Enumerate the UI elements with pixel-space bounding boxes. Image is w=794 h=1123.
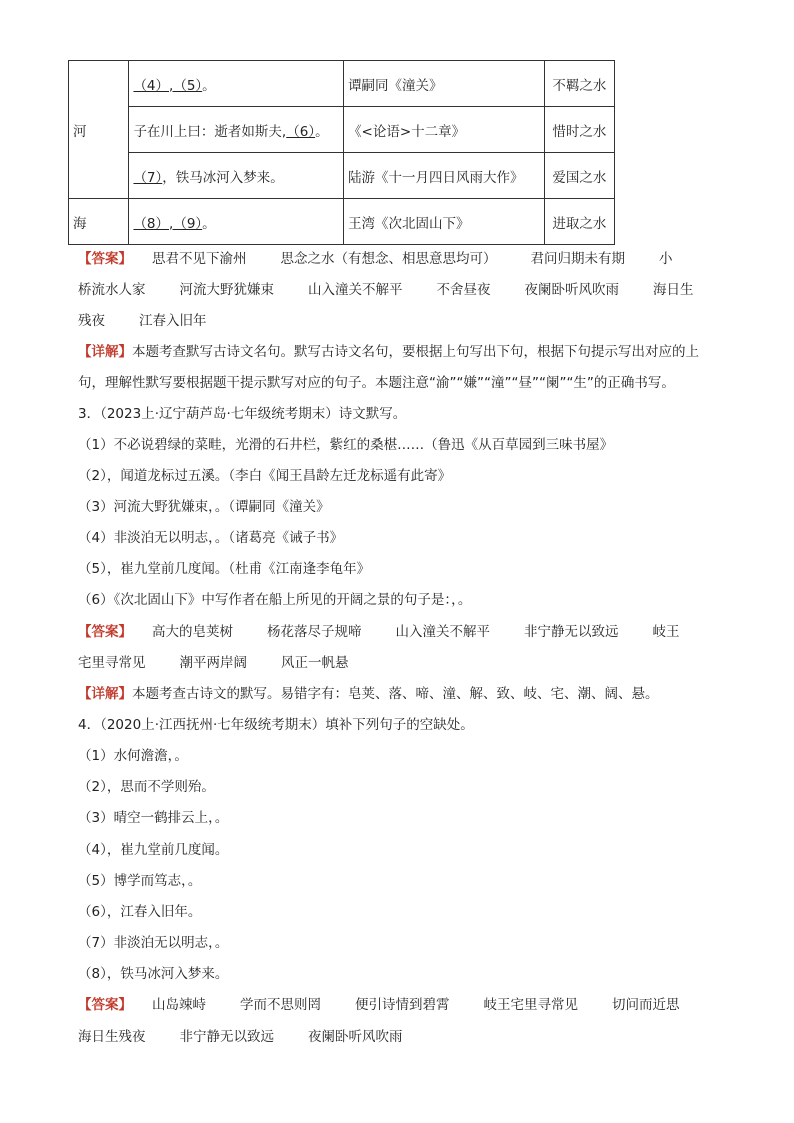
theme-cell: 不羁之水 bbox=[544, 61, 614, 107]
detail-line bbox=[78, 342, 699, 362]
answer-line bbox=[78, 995, 680, 1015]
question-item: （1）水何澹澹，。 bbox=[78, 748, 188, 764]
answer-line bbox=[78, 653, 349, 673]
answer-item: 海日生残夜 bbox=[78, 1029, 146, 1045]
answer-label: 【答案】 bbox=[78, 997, 132, 1013]
table-row bbox=[69, 153, 615, 199]
author-cell: 谭嗣同《潼关》 bbox=[344, 61, 545, 107]
answer-label: 【答案】 bbox=[78, 251, 132, 267]
answer-line bbox=[78, 1027, 403, 1047]
answer-item: 杨花落尽子规啼 bbox=[267, 624, 362, 640]
question-item: （2），闻道龙标过五溪。（李白《闻王昌龄左迁龙标遥有此寄》 bbox=[78, 468, 452, 484]
answer-item: 桥流水人家 bbox=[78, 282, 146, 298]
question-item: （4），崔九堂前几度闻。 bbox=[78, 842, 229, 858]
answer-line bbox=[78, 280, 694, 300]
question-item: （3）晴空一鹤排云上，。 bbox=[78, 810, 229, 826]
question-item: （6），江春入旧年。 bbox=[78, 904, 202, 920]
answer-item: 潮平两岸阔 bbox=[179, 655, 247, 671]
category-cell: 海 bbox=[69, 199, 129, 245]
answer-item: 岐王 bbox=[652, 624, 680, 640]
answer-item: 不舍昼夜 bbox=[436, 282, 491, 298]
theme-cell: 进取之水 bbox=[544, 199, 614, 245]
answer-item: 高大的皂荚树 bbox=[152, 624, 233, 640]
question-item: （6）《次北固山下》中写作者在船上所见的开阔之景的句子是：，。 bbox=[78, 592, 472, 608]
verse-cell bbox=[129, 199, 344, 245]
answer-item: 夜阑卧听风吹雨 bbox=[524, 282, 619, 298]
detail-line bbox=[78, 373, 675, 393]
table-row bbox=[69, 61, 615, 107]
answer-item: 非宁静无以致远 bbox=[179, 1029, 274, 1045]
question-item: （3）河流大野犹嫌束，。（谭嗣同《潼关》 bbox=[78, 499, 330, 515]
poem-table bbox=[68, 60, 615, 245]
answer-line bbox=[78, 622, 680, 642]
answer-item: 小 bbox=[659, 251, 673, 267]
theme-cell: 爱国之水 bbox=[544, 153, 614, 199]
answer-item: 宅里寻常见 bbox=[78, 655, 146, 671]
detail-label: 【详解】 bbox=[78, 344, 132, 360]
answer-item: 山入潼关不解平 bbox=[395, 624, 490, 640]
author-cell: 陆游《十一月四日风雨大作》 bbox=[344, 153, 545, 199]
verse-cell bbox=[129, 107, 344, 153]
answer-item: 山入潼关不解平 bbox=[308, 282, 403, 298]
blank: （8）,（9） bbox=[133, 215, 203, 232]
blank: （4）,（5） bbox=[133, 77, 203, 94]
verse-text: 。 bbox=[202, 77, 216, 94]
table-row bbox=[69, 199, 615, 245]
author-cell: 《<论语>十二章》 bbox=[344, 107, 545, 153]
question-title: 4．（2020上·江西抚州·七年级统考期末）填补下列句子的空缺处。 bbox=[78, 717, 474, 733]
answer-item: 山岛竦峙 bbox=[152, 997, 206, 1013]
question-item: （5）博学而笃志，。 bbox=[78, 873, 202, 889]
answer-item: 切问而近思 bbox=[612, 997, 680, 1013]
question-item: （5），崔九堂前几度闻。（杜甫《江南逢李龟年》 bbox=[78, 561, 371, 577]
verse-text: 子在川上曰：逝者如斯夫, bbox=[133, 123, 287, 140]
answer-item: 思念之水（有想念、相思意思均可） bbox=[280, 251, 497, 267]
answer-item: 风正一帆悬 bbox=[281, 655, 349, 671]
question-item: （4）非淡泊无以明志，。（诸葛亮《诫子书》 bbox=[78, 530, 344, 546]
answer-line bbox=[78, 249, 673, 269]
answer-item: 思君不见下渝州 bbox=[152, 251, 247, 267]
question-title: 3．（2023上·辽宁葫芦岛·七年级统考期末）诗文默写。 bbox=[78, 406, 407, 422]
detail-label: 【详解】 bbox=[78, 686, 132, 702]
detail-line bbox=[78, 684, 659, 704]
verse-cell bbox=[129, 61, 344, 107]
answer-item: 便引诗情到碧霄 bbox=[355, 997, 450, 1013]
author-cell: 王湾《次北固山下》 bbox=[344, 199, 545, 245]
answer-item: 残夜 bbox=[78, 313, 105, 329]
table-row bbox=[69, 107, 615, 153]
answer-item: 江春入旧年 bbox=[139, 313, 207, 329]
question-item: （7）非淡泊无以明志，。 bbox=[78, 935, 229, 951]
theme-cell: 惜时之水 bbox=[544, 107, 614, 153]
answer-item: 海日生 bbox=[653, 282, 694, 298]
category-cell: 河 bbox=[69, 61, 129, 199]
answer-item: 河流大野犹嫌束 bbox=[179, 282, 274, 298]
answer-item: 非宁静无以致远 bbox=[524, 624, 619, 640]
blank: （7） bbox=[133, 169, 163, 186]
verse-text: 。 bbox=[315, 123, 329, 140]
answer-item: 君问归期未有期 bbox=[530, 251, 625, 267]
question-item: （2），思而不学则殆。 bbox=[78, 779, 215, 795]
detail-text: 本题考查默写古诗文名句。默写古诗文名句，要根据上句写出下句，根据下句提示写出对应的上 bbox=[132, 344, 699, 360]
question-item: （1）不必说碧绿的菜畦，光滑的石井栏，紫红的桑椹……（鲁迅《从百草园到三味书屋》 bbox=[78, 437, 614, 453]
detail-text: 句，理解性默写要根据题干提示默写对应的句子。本题注意“渝”“嫌”“潼”“昼”“阑”“生”的正确书写。 bbox=[78, 375, 675, 391]
answer-line bbox=[78, 311, 207, 331]
answer-item: 夜阑卧听风吹雨 bbox=[308, 1029, 403, 1045]
verse-cell bbox=[129, 153, 344, 199]
answer-item: 学而不思则罔 bbox=[240, 997, 321, 1013]
detail-text: 本题考查古诗文的默写。易错字有：皂荚、落、啼、潼、解、致、岐、宅、潮、阔、悬。 bbox=[132, 686, 659, 702]
answer-item: 岐王宅里寻常见 bbox=[483, 997, 578, 1013]
answer-label: 【答案】 bbox=[78, 624, 132, 640]
blank: （6） bbox=[286, 123, 316, 140]
question-item: （8），铁马冰河入梦来。 bbox=[78, 966, 229, 982]
verse-text: 。 bbox=[202, 215, 216, 232]
verse-text: ，铁马冰河入梦来。 bbox=[162, 169, 284, 186]
